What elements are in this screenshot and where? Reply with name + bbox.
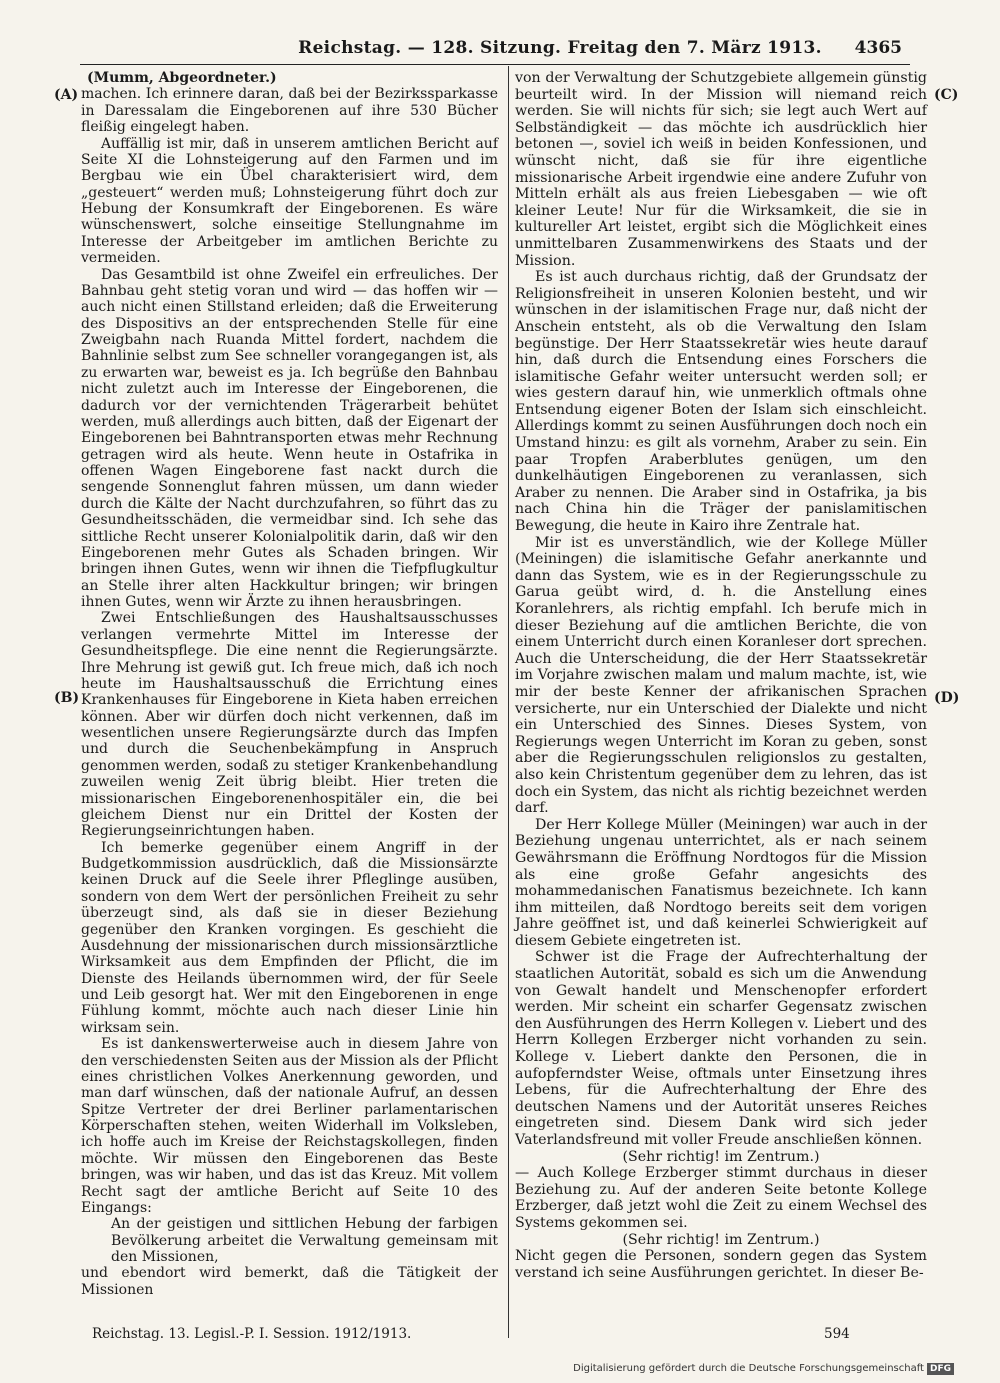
speaker-label: (Mumm, Abgeordneter.) (87, 70, 277, 86)
page-number: 4365 (854, 38, 902, 58)
paragraph: — Auch Kollege Erzberger stimmt durchaus in dieser Beziehung zu. Auf der anderen Seite betonte Kollege Erzberger, daß jetzt wohl die Zeit zu einem Wechsel des Systems gekommen sei. (515, 1165, 927, 1231)
interjection: (Sehr richtig! im Zentrum.) (622, 1231, 820, 1248)
left-column (81, 70, 498, 1298)
paragraph: Es ist auch durchaus richtig, daß der Grundsatz der Religionsfreiheit in unseren Kolonien besteht, und wir wünschen in der islamitischen Frage nur, daß nicht der Anschein entsteht, als ob die Verwaltung den Islam begünstige. Der Herr Staatssekretär wies heute darauf hin, daß durch die Entsendung eines Forschers die islamitische Gefahr weiter untersucht werden soll; er wies gestern darauf hin, wie unmerklich oftmals ohne Entsendung eigener Boten der Islam sich einschleicht. Allerdings kommt zu seinen Ausführungen doch noch ein Umstand hinzu: es gilt als vornehm, Araber zu sein. Ein paar Tropfen Araberblutes genügen, um den dunkelhäutigen Eingeborenen zu veranlassen, sich Araber zu nennen. Die Araber sind in Ostafrika, ja bis nach China hin die Träger der panislamitischen Bewegung, die heute in Kairo ihre Zentrale hat. (515, 269, 927, 535)
paragraph: Es ist dankenswerterweise auch in diesem Jahre von den verschiedensten Seiten aus der Mission als der Pflicht eines christlichen Volkes Anerkennung geworden, und man darf wünschen, daß der nationale Aufruf, an dessen Spitze Vertreter der drei Berliner parlamentarischen Körperschaften stehen, weiten Widerhall im Volksleben, ich hoffe auch im Kreise der Reichstagskollegen, finden möchte. Wir müssen den Eingeborenen das Beste bringen, was wir haben, und das ist das Kreuz. Mit vollem Recht sagt der amtliche Bericht auf Seite 10 des Eingangs: (81, 1036, 498, 1216)
paragraph: Der Herr Kollege Müller (Meiningen) war auch in der Beziehung ungenau unterrichtet, als er nach seinem Gewährsmann die Eröffnung Nordtogos für die Mission als eine große Gefahr angesichts des mohammedanischen Fanatismus bezeichnete. Ich kann ihm mitteilen, daß Nordtogo bereits seit dem vorigen Jahre geöffnet ist, und daß keinerlei Schwierigkeit auf diesem Gebiete eingetreten ist. (515, 816, 927, 949)
paragraph: Schwer ist die Frage der Aufrechterhaltung der staatlichen Autorität, sobald es sich um die Anwendung von Gewalt handelt und Menschenopfer erfordert werden. Mir scheint ein scharfer Gegensatz zwischen den Ausführungen des Herrn Kollegen v. Liebert und des Herrn Kollegen Erzberger nicht vorhanden zu sein. Kollege v. Liebert dankte den Personen, die in aufopferndster Weise, oftmals unter Einsetzung ihres Lebens, für die Aufrechterhaltung der Ehre des deutschen Namens und der Autorität unseres Reiches eingetreten sind. Diesem Dank wird sich jeder Vaterlandsfreund mit voller Freude anschließen können. (515, 949, 927, 1148)
header-title: Reichstag. — 128. Sitzung. Freitag den 7. März 1913. (298, 38, 822, 58)
quotation: An der geistigen und sittlichen Hebung der farbigen Bevölkerung arbeitet die Verwaltung gemeinsam mit den Missionen, (111, 1216, 498, 1265)
dfg-logo-icon: DFG (927, 1363, 954, 1375)
digitization-credit (573, 1363, 954, 1375)
credit-text: Digitalisierung gefördert durch die Deutsche Forschungsgemeinschaft (573, 1363, 924, 1374)
page-header (90, 38, 902, 64)
paragraph: Ich bemerke gegenüber einem Angriff in der Budgetkommission ausdrücklich, daß die Missionsärzte keinen Druck auf die Seele ihrer Pfleglinge ausüben, sondern von dem Wert der persönlichen Freiheit zu sehr überzeugt sind, als daß sie in dieser Beziehung gegenüber den Kranken vorgingen. Es geschieht die Ausdehnung der missionarischen durch missionsärztliche Wirksamkeit aus dem Empfinden der Pflicht, die im Dienste des Heilands übernommen wird, der für Seele und Leib gesorgt hat. Wer mit den Eingeborenen in enge Fühlung kommt, möchte auch nach dieser Linie hin wirksam sein. (81, 839, 498, 1036)
footer-sheet-number: 594 (824, 1326, 850, 1342)
paragraph: Zwei Entschließungen des Haushaltsausschusses verlangen vermehrte Mittel im Interesse der Gesundheitspflege. Die eine nennt die Regierungsärzte. Ihre Mehrung ist gewiß gut. Ich freue mich, daß ich noch heute im Haushaltsausschuß die Errichtung eines Krankenhauses für Eingeborene in Kieta haben erreichen können. Aber wir dürfen doch nicht verkennen, daß im wesentlichen unsere Regierungsärzte durch das Impfen und durch die Seuchenbekämpfung in Anspruch genommen werden, sodaß zu stetiger Krankenbehandlung zuweilen wenig Zeit übrig bleibt. Hier treten die missionarischen Eingeborenenhospitäler ein, die bei gleichem Dienst nur ein Drittel der Kosten der Regierungseinrichtungen haben. (81, 610, 498, 840)
footer-session: Reichstag. 13. Legisl.-P. I. Session. 1912/1913. (92, 1326, 412, 1342)
margin-marker-a: (A) (54, 87, 79, 103)
paragraph: Auffällig ist mir, daß in unserem amtlichen Bericht auf Seite XI die Lohnsteigerung auf den Farmen und im Bergbau wie ein Übel charakterisiert wird, dem „gesteuert“ werden muß; Lohnsteigerung führt doch zur Hebung der Konsumkraft der Eingeborenen. Es wäre wünschenswert, solche einseitige Stellungnahme im Interesse der Arbeitgeber im amtlichen Berichte zu vermeiden. (81, 135, 498, 267)
interjection: (Sehr richtig! im Zentrum.) (622, 1148, 820, 1165)
paragraph: Nicht gegen die Personen, sondern gegen das System verstand ich seine Ausführungen gerichtet. In dieser Be- (515, 1248, 927, 1281)
paragraph: von der Verwaltung der Schutzgebiete allgemein günstig beurteilt wird. In der Mission will niemand reich werden. Sie will nichts für sich; sie legt auch Wert auf Selbständigkeit — das möchte ich ausdrücklich hier betonen —, soviel ich weiß in beiden Konfessionen, und wünscht nicht, daß sie für ihre eigentliche missionarische Arbeit irgendwie eine andere Zufuhr von Mitteln erhält als aus freien Liebesgaben — wie oft kleiner Leute! Nur für die Wirksamkeit, die sie in kultureller Art leistet, ergibt sich die Möglichkeit eines unmittelbaren Zusammenwirkens des Staats und der Mission. (515, 70, 927, 269)
paragraph: und ebendort wird bemerkt, daß die Tätigkeit der Missionen (81, 1265, 498, 1298)
margin-marker-d: (D) (934, 690, 960, 706)
paragraph: Das Gesamtbild ist ohne Zweifel ein erfreuliches. Der Bahnbau geht stetig voran und wird — das hoffen wir — auch nicht einen Stillstand erleiden; daß die Erweiterung des Dispositivs an der entsprechenden Stelle für eine Zweigbahn nach Ruanda Mittel fordert, nachdem die Bahnlinie selbst zum See schneller vorangegangen ist, als zu erwarten war, beweist es ja. Ich begrüße den Bahnbau nicht zuletzt auch im Interesse der Eingeborenen, die dadurch vor der vernichtenden Trägerarbeit behütet werden, muß allerdings auch bitten, daß der Eigenart der Eingeborenen bei Bahntransporten etwas mehr Rechnung getragen wird als heute. Wenn heute in Ostafrika in offenen Wagen Eingeborene fast nackt durch die sengende Sonnenglut fahren müssen, um dann wieder durch die Kälte der Nacht durchzufahren, so führt das zu Gesundheitsschäden, die vermeidbar sind. Ich sehe das sittliche Recht unserer Kolonialpolitik darin, daß wir den Eingeborenen mehr Gutes als Schaden bringen. Wir bringen ihnen Gutes, wenn wir ihnen die Tiefpflugkultur an Stelle ihrer alten Hackkultur bringen; wir bringen ihnen Gutes, wenn wir Ärzte zu ihnen herausbringen. (81, 266, 498, 610)
column-divider (508, 66, 509, 1338)
right-column (515, 70, 927, 1281)
margin-marker-b: (B) (54, 690, 80, 706)
header-rule (80, 64, 910, 65)
margin-marker-c: (C) (934, 87, 959, 103)
paragraph: Mir ist es unverständlich, wie der Kollege Müller (Meiningen) die islamitische Gefahr anerkannte und dann das System, wie es in der Regierungsschule zu Garua geübt wird, d. h. die Anstellung eines Koranlehrers, als richtig empfahl. Ich berufe mich in dieser Beziehung auf die amtlichen Berichte, die von einem Unterricht durch einen Koranleser dort sprechen. Auch die Unterscheidung, die der Herr Staatssekretär im Vorjahre zwischen malam und malum machte, ist, wie mir der beste Kenner der afrikanischen Sprachen versicherte, nur ein Unterschied der Dialekte und nicht ein Unterschied des Sinnes. Dieses System, von Regierungs wegen Unterricht im Koran zu geben, sonst aber die Regierungsschulen religionslos zu gestalten, also kein Christentum gegenüber dem zu lehren, das ist doch ein System, das nicht als richtig bezeichnet werden darf. (515, 534, 927, 817)
paragraph: machen. Ich erinnere daran, daß bei der Bezirkssparkasse in Daressalam die Eingeborenen auf ihre 530 Bücher fleißig eingelegt haben. (81, 86, 498, 136)
